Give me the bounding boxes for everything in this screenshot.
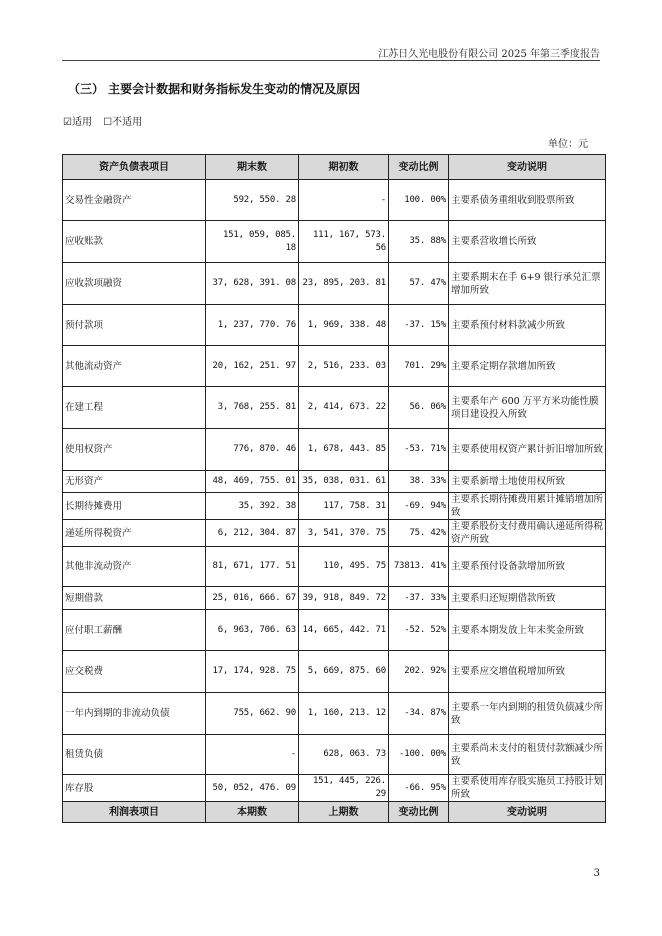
row-end-value: 3, 768, 255. 81 xyxy=(206,387,299,429)
table-row xyxy=(63,610,606,651)
table-row xyxy=(63,263,606,305)
row-begin-value: 1, 160, 213. 12 xyxy=(299,693,389,735)
row-change-ratio: 56. 06% xyxy=(389,387,449,429)
row-change-ratio: -37. 33% xyxy=(389,587,449,610)
row-change-explanation: 主要系股份支付费用确认递延所得税资产所致 xyxy=(449,520,606,547)
row-change-ratio: -53. 71% xyxy=(389,429,449,471)
table-row xyxy=(63,387,606,429)
row-end-value: 1, 237, 770. 76 xyxy=(206,305,299,346)
row-change-ratio: -66. 95% xyxy=(389,775,449,802)
row-change-explanation: 主要系应交增值税增加所致 xyxy=(449,651,606,693)
row-end-value: - xyxy=(206,735,299,775)
table-row xyxy=(63,735,606,775)
row-item: 在建工程 xyxy=(63,387,206,429)
table-row xyxy=(63,346,606,387)
row-begin-value: 1, 678, 443. 85 xyxy=(299,429,389,471)
income-header-prior: 上期数 xyxy=(299,802,389,823)
row-change-explanation: 主要系使用库存股实施员工持股计划所致 xyxy=(449,775,606,802)
row-item: 递延所得税资产 xyxy=(63,520,206,547)
row-begin-value: 628, 063. 73 xyxy=(299,735,389,775)
row-change-ratio: 57. 47% xyxy=(389,263,449,305)
row-change-explanation: 主要系新增土地使用权所致 xyxy=(449,471,606,493)
table-row xyxy=(63,305,606,346)
table-row xyxy=(63,429,606,471)
row-begin-value: 3, 541, 370. 75 xyxy=(299,520,389,547)
header-end: 期末数 xyxy=(206,155,299,180)
row-begin-value: 151, 445, 226. 29 xyxy=(299,775,389,802)
table-row xyxy=(63,493,606,520)
row-end-value: 151, 059, 085. 18 xyxy=(206,221,299,263)
row-end-value: 81, 671, 177. 51 xyxy=(206,547,299,587)
row-change-ratio: 75. 42% xyxy=(389,520,449,547)
row-item: 短期借款 xyxy=(63,587,206,610)
row-begin-value: - xyxy=(299,180,389,221)
row-change-explanation: 主要系预付设备款增加所致 xyxy=(449,547,606,587)
row-end-value: 17, 174, 928. 75 xyxy=(206,651,299,693)
table-row xyxy=(63,587,606,610)
row-change-ratio: 100. 00% xyxy=(389,180,449,221)
row-end-value: 20, 162, 251. 97 xyxy=(206,346,299,387)
page-number: 3 xyxy=(593,868,600,879)
row-item: 长期待摊费用 xyxy=(63,493,206,520)
row-end-value: 6, 963, 706. 63 xyxy=(206,610,299,651)
income-header-desc: 变动说明 xyxy=(449,802,606,823)
header-begin: 期初数 xyxy=(299,155,389,180)
row-change-explanation: 主要系期末在手 6+9 银行承兑汇票增加所致 xyxy=(449,263,606,305)
row-end-value: 6, 212, 304. 87 xyxy=(206,520,299,547)
row-change-ratio: 73813. 41% xyxy=(389,547,449,587)
row-end-value: 48, 469, 755. 01 xyxy=(206,471,299,493)
row-item: 应交税费 xyxy=(63,651,206,693)
row-change-explanation: 主要系一年内到期的租赁负债减少所致 xyxy=(449,693,606,735)
row-change-ratio: 35. 88% xyxy=(389,221,449,263)
row-item: 应收账款 xyxy=(63,221,206,263)
table-row xyxy=(63,651,606,693)
row-end-value: 35, 392. 38 xyxy=(206,493,299,520)
row-item: 其他流动资产 xyxy=(63,346,206,387)
row-change-explanation: 主要系债务重组收到股票所致 xyxy=(449,180,606,221)
row-change-explanation: 主要系定期存款增加所致 xyxy=(449,346,606,387)
row-end-value: 776, 870. 46 xyxy=(206,429,299,471)
table-row xyxy=(63,471,606,493)
row-item: 应收款项融资 xyxy=(63,263,206,305)
row-change-explanation: 主要系营收增长所致 xyxy=(449,221,606,263)
income-header-ratio: 变动比例 xyxy=(389,802,449,823)
row-begin-value: 2, 414, 673. 22 xyxy=(299,387,389,429)
header-item: 资产负债表项目 xyxy=(63,155,206,180)
row-begin-value: 35, 038, 031. 61 xyxy=(299,471,389,493)
table-row xyxy=(63,520,606,547)
row-change-explanation: 主要系尚未支付的租赁付款额减少所致 xyxy=(449,735,606,775)
row-change-ratio: -52. 52% xyxy=(389,610,449,651)
row-change-explanation: 主要系归还短期借款所致 xyxy=(449,587,606,610)
row-begin-value: 5, 669, 875. 60 xyxy=(299,651,389,693)
row-change-explanation: 主要系使用权资产累计折旧增加所致 xyxy=(449,429,606,471)
row-end-value: 755, 662. 90 xyxy=(206,693,299,735)
row-begin-value: 111, 167, 573. 56 xyxy=(299,221,389,263)
row-end-value: 50, 052, 476. 09 xyxy=(206,775,299,802)
table-row xyxy=(63,180,606,221)
report-header: 江苏日久光电股份有限公司 2025 年第三季度报告 xyxy=(378,49,600,60)
row-item: 使用权资产 xyxy=(63,429,206,471)
row-change-ratio: -100. 00% xyxy=(389,735,449,775)
not-applicable-checkbox: ☐不适用 xyxy=(103,117,143,128)
row-begin-value: 117, 758. 31 xyxy=(299,493,389,520)
header-ratio: 变动比例 xyxy=(389,155,449,180)
row-change-explanation: 主要系长期待摊费用累计摊销增加所致 xyxy=(449,493,606,520)
row-change-ratio: -34. 87% xyxy=(389,693,449,735)
row-end-value: 37, 628, 391. 08 xyxy=(206,263,299,305)
row-item: 租赁负债 xyxy=(63,735,206,775)
row-change-ratio: 701. 29% xyxy=(389,346,449,387)
row-change-explanation: 主要系年产 600 万平方米功能性膜项目建设投入所致 xyxy=(449,387,606,429)
income-header-row xyxy=(63,802,606,823)
table-row xyxy=(63,693,606,735)
balance-header-row xyxy=(63,155,606,180)
row-begin-value: 110, 495. 75 xyxy=(299,547,389,587)
row-change-explanation: 主要系本期发放上年末奖金所致 xyxy=(449,610,606,651)
financial-change-table xyxy=(62,154,606,823)
row-change-ratio: -69. 94% xyxy=(389,493,449,520)
row-item: 无形资产 xyxy=(63,471,206,493)
row-item: 交易性金融资产 xyxy=(63,180,206,221)
row-end-value: 592, 550. 28 xyxy=(206,180,299,221)
table-row xyxy=(63,221,606,263)
row-begin-value: 23, 895, 203. 81 xyxy=(299,263,389,305)
row-change-ratio: -37. 15% xyxy=(389,305,449,346)
row-end-value: 25, 016, 666. 67 xyxy=(206,587,299,610)
row-item: 其他非流动资产 xyxy=(63,547,206,587)
header-divider xyxy=(62,60,600,61)
row-begin-value: 1, 969, 338. 48 xyxy=(299,305,389,346)
row-begin-value: 14, 665, 442. 71 xyxy=(299,610,389,651)
header-desc: 变动说明 xyxy=(449,155,606,180)
applicability-options xyxy=(63,113,150,128)
table-row xyxy=(63,547,606,587)
row-item: 一年内到期的非流动负债 xyxy=(63,693,206,735)
income-header-item: 利润表项目 xyxy=(63,802,206,823)
section-title: （三） 主要会计数据和财务指标发生变动的情况及原因 xyxy=(68,82,361,96)
income-header-current: 本期数 xyxy=(206,802,299,823)
row-begin-value: 39, 918, 849. 72 xyxy=(299,587,389,610)
row-change-explanation: 主要系预付材料款减少所致 xyxy=(449,305,606,346)
row-change-ratio: 38. 33% xyxy=(389,471,449,493)
row-item: 预付款项 xyxy=(63,305,206,346)
row-item: 库存股 xyxy=(63,775,206,802)
unit-label: 单位：元 xyxy=(548,139,588,150)
table-row xyxy=(63,775,606,802)
applicable-checkbox: ☑适用 xyxy=(63,117,92,128)
row-begin-value: 2, 516, 233. 03 xyxy=(299,346,389,387)
row-item: 应付职工薪酬 xyxy=(63,610,206,651)
row-change-ratio: 202. 92% xyxy=(389,651,449,693)
